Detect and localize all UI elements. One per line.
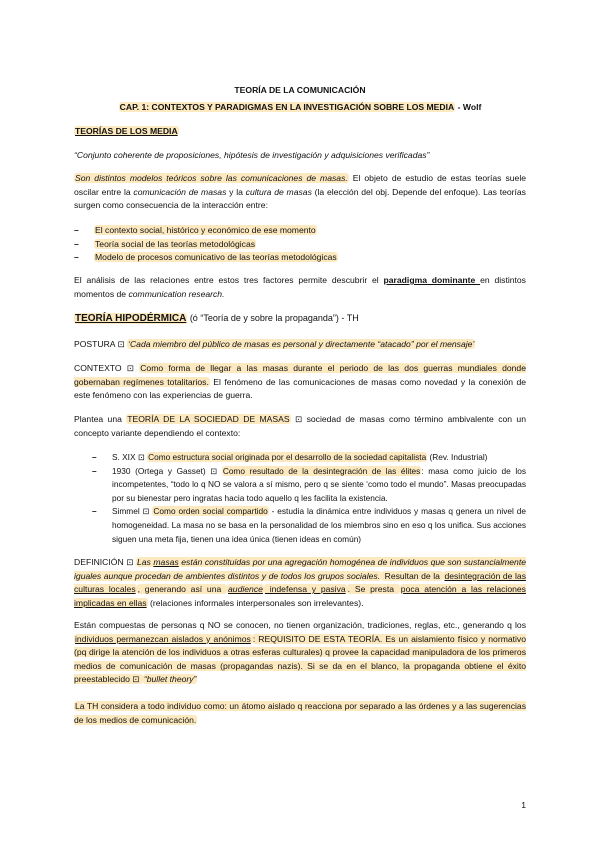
p1-text-f: (la elección del obj. Depende del enfoque). Las teorías surgen como consecuencia de la interacción entre: <box>74 186 526 211</box>
contexto-text: El fenómeno de las comunicaciones de masas como novedad y la conexión de este fenómeno con las experiencias de guerra. <box>74 376 527 401</box>
p1-text-e: cultura de masas <box>245 186 312 197</box>
contexto <box>74 362 526 403</box>
section-heading-teorias <box>74 125 526 139</box>
comp-d: “bullet theory” <box>143 674 197 685</box>
section-hipodermica-label: TEORÍA HIPODÉRMICA <box>75 313 187 324</box>
comp-a: Están compuestas de personas q NO se conocen, no tienen organización, tradiciones, reglas, etc., generando q los <box>74 620 526 630</box>
list-item-text: Teoría social de las teorías metodológicas <box>95 238 256 249</box>
def-j: poca atención a las relaciones implicadas en ellas <box>74 584 526 608</box>
chapter-heading <box>74 101 526 115</box>
list-item <box>74 505 526 546</box>
l2-2-a: Simmel ⊡ <box>112 506 153 517</box>
p1-text-d: y la <box>226 186 246 197</box>
comp-b: individuos permanezcan aislados y anónimos <box>75 633 251 644</box>
list-item-text: Modelo de procesos comunicativo de las teorías metodológicas <box>95 252 337 263</box>
conclusion-text: La TH considera a todo individuo como: un átomo aislado q reacciona por separado a las órdenes y a las sugerencias de los medios de comunicación. <box>74 701 526 725</box>
postura-label: POSTURA ⊡ <box>74 339 128 349</box>
l2-0-b: Como estructura social originada por el desarrollo de la sociedad capitalista <box>148 452 427 462</box>
list-item <box>74 251 526 265</box>
definicion <box>74 556 526 610</box>
list-item <box>74 451 526 465</box>
l2-1-c: : masa como juicio de los incompetentes, “todo lo q NO se valora a sí mismo, pero q se siente ‘como todo el mundo”. Masas preocupadas por su bienestar pero ingratas hacia todo aquello q les facilita la existencia. <box>112 465 526 503</box>
factors-list <box>74 224 526 265</box>
compuestas <box>74 619 526 687</box>
p2-text-a: El análisis de las relaciones entre estos tres factores permite descubrir el <box>74 275 384 285</box>
page-number: 1 <box>521 800 526 810</box>
l2-0-c: (Rev. Industrial) <box>427 452 488 462</box>
list-item <box>74 465 526 506</box>
p1-text-c: comunicación de masas <box>133 186 227 197</box>
contexto-highlight: Como forma de llegar a las masas durante el periodo de las dos guerras mundiales donde gobernaban regímenes totalitarios. <box>74 363 526 387</box>
l2-2-b: Como orden social compartido <box>153 506 268 517</box>
def-k: (relaciones informales interpersonales son irrelevantes). <box>147 597 364 608</box>
def-b: masas <box>153 557 179 567</box>
def-d: Resultan de la <box>382 570 443 581</box>
paragraph-modelos <box>74 172 526 213</box>
p1-text-b: El objeto de estudio de estas teorías suele oscilar entre la <box>74 173 527 197</box>
plantea-c: ⊡ sociedad de masas como término ambivalente con un concepto variante dependiendo el contexto: <box>74 414 526 438</box>
list-item-text: El contexto social, histórico y económico de ese momento <box>95 225 316 235</box>
contexto-label: CONTEXTO ⊡ <box>74 363 140 373</box>
comp-c: : REQUISITO DE ESTA TEORÍA. Es un aislamiento físico y normativo (pq dirige la atención de los individuos a otras esferas culturales) q provee la capacidad manipuladora de los primeros medios de comunicación de masas (propagandas nazis). Si se da en el blanco, la propaganda obtiene el éxito preestablecido ⊡ <box>74 633 527 685</box>
plantea-a: Plantea una <box>74 414 127 424</box>
postura <box>74 338 526 352</box>
definicion-label: DEFINICIÓN ⊡ <box>74 557 136 567</box>
plantea-b: TEORÍA DE LA SOCIEDAD DE MASAS <box>127 414 290 424</box>
p2-text-d: communication research. <box>128 288 225 299</box>
def-f: , generando así una <box>137 584 227 595</box>
l2-1-b: Como resultado de la desintegración de las élites <box>222 465 421 476</box>
postura-text: ‘Cada miembro del público de masas es personal y directamente “atacado” por el mensaje’ <box>128 339 475 349</box>
def-e: desintegración de las culturas locales <box>74 570 526 595</box>
conclusion <box>74 700 526 727</box>
l2-0-a: S. XIX ⊡ <box>112 452 148 462</box>
def-g: audience <box>228 584 263 595</box>
p1-highlight: Son distintos modelos teóricos sobre las comunicaciones de masas. <box>75 173 348 183</box>
paradigma-dominante: paradigma dominante <box>383 275 481 285</box>
plantea <box>74 413 526 440</box>
section-heading-hipodermica <box>74 312 526 326</box>
paragraph-analisis <box>74 274 526 301</box>
l2-1-a: 1930 (Ortega y Gasset) ⊡ <box>112 465 222 476</box>
section-teorias-label: TEORÍAS DE LOS MEDIA <box>75 126 178 136</box>
list-item <box>74 238 526 252</box>
chapter-author: - Wolf <box>455 102 482 112</box>
definition-quote: “Conjunto coherente de proposiciones, hipótesis de investigación y adquisiciones verificadas” <box>74 150 430 160</box>
def-a: Las <box>136 557 154 567</box>
l2-2-c: - estudia la dinámica entre individuos y masas q genera un nivel de homogeneidad. La masa no se basa en la personalidad de los miembros sino en eso q los unifica. Sus acciones siguen una meta fija, tienen una idea única (tienen ideas en común) <box>112 506 526 544</box>
def-h: indefensa y pasiva <box>264 584 346 595</box>
def-i: . Se presta <box>347 584 399 595</box>
chapter-label: CAP. 1: CONTEXTOS Y PARADIGMAS EN LA INVESTIGACIÓN SOBRE LOS MEDIA <box>119 102 455 112</box>
document-title: TEORÍA DE LA COMUNICACIÓN <box>234 85 366 95</box>
list-item <box>74 224 526 238</box>
def-c: están constituidas por una agregación homogénea de individuos que son sustancialmente iguales aunque procedan de ambientes distintos y de todos los grupos sociales. <box>74 557 526 581</box>
sociedad-masas-list <box>74 451 526 546</box>
p2-text-c: en distintos momentos de <box>74 275 526 299</box>
section-hipodermica-rest: (ó “Teoría de y sobre la propaganda”) - TH <box>187 313 359 323</box>
